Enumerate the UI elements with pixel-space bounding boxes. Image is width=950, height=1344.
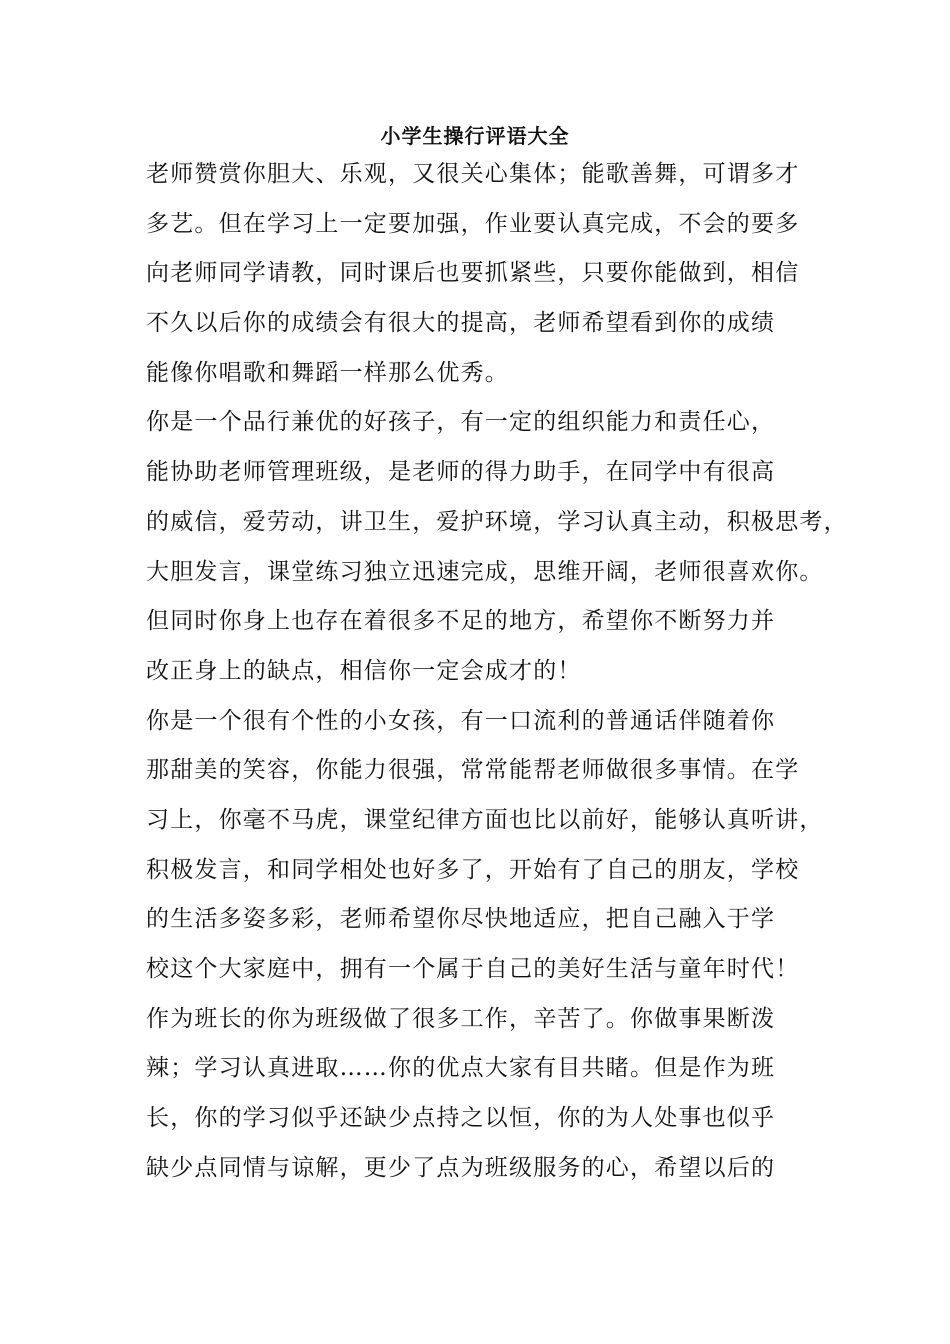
text-line: 的生活多姿多彩，老师希望你尽快地适应，把自己融入于学 <box>146 906 776 933</box>
text-line: 多艺。但在学习上一定要加强，作业要认真完成，不会的要多 <box>146 210 800 237</box>
text-line: 积极发言，和同学相处也好多了，开始有了自己的朋友，学校 <box>146 856 800 883</box>
text-line: 长，你的学习似乎还缺少点持之以恒，你的为人处事也似乎 <box>146 1105 776 1132</box>
text-line: 能像你唱歌和舞蹈一样那么优秀。 <box>146 359 509 386</box>
document-title: 小学生操行评语大全 <box>380 124 570 148</box>
text-line: 那甜美的笑容，你能力很强，常常能帮老师做很多事情。在学 <box>146 757 800 784</box>
text-line: 大胆发言，课堂练习独立迅速完成，思维开阔，老师很喜欢你。 <box>146 558 824 585</box>
text-line: 不久以后你的成绩会有很大的提高，老师希望看到你的成绩 <box>146 310 776 337</box>
text-line: 向老师同学请教，同时课后也要抓紧些，只要你能做到，相信 <box>146 260 800 287</box>
text-line: 改正身上的缺点，相信你一定会成才的！ <box>146 657 582 684</box>
text-line: 你是一个很有个性的小女孩，有一口流利的普通话伴随着你 <box>146 707 776 734</box>
text-line: 作为班长的你为班级做了很多工作，辛苦了。你做事果断泼 <box>146 1005 776 1032</box>
text-line: 辣；学习认真进取……你的优点大家有目共睹。但是作为班 <box>146 1055 776 1082</box>
text-line: 能协助老师管理班级，是老师的得力助手，在同学中有很高 <box>146 459 776 486</box>
text-line: 但同时你身上也存在着很多不足的地方，希望你不断努力并 <box>146 608 776 635</box>
text-line: 校这个大家庭中，拥有一个属于自己的美好生活与童年时代！ <box>146 956 800 982</box>
document-body <box>146 150 846 1193</box>
text-line: 你是一个品行兼优的好孩子，有一定的组织能力和责任心， <box>146 409 776 436</box>
text-line: 老师赞赏你胆大、乐观，又很关心集体；能歌善舞，可谓多才 <box>146 161 800 187</box>
text-line: 缺少点同情与谅解，更少了点为班级服务的心，希望以后的 <box>146 1154 776 1181</box>
text-line: 习上，你毫不马虎，课堂纪律方面也比以前好，能够认真听讲， <box>146 806 824 833</box>
text-line: 的威信，爱劳动，讲卫生，爱护环境，学习认真主动，积极思考， <box>146 508 848 535</box>
